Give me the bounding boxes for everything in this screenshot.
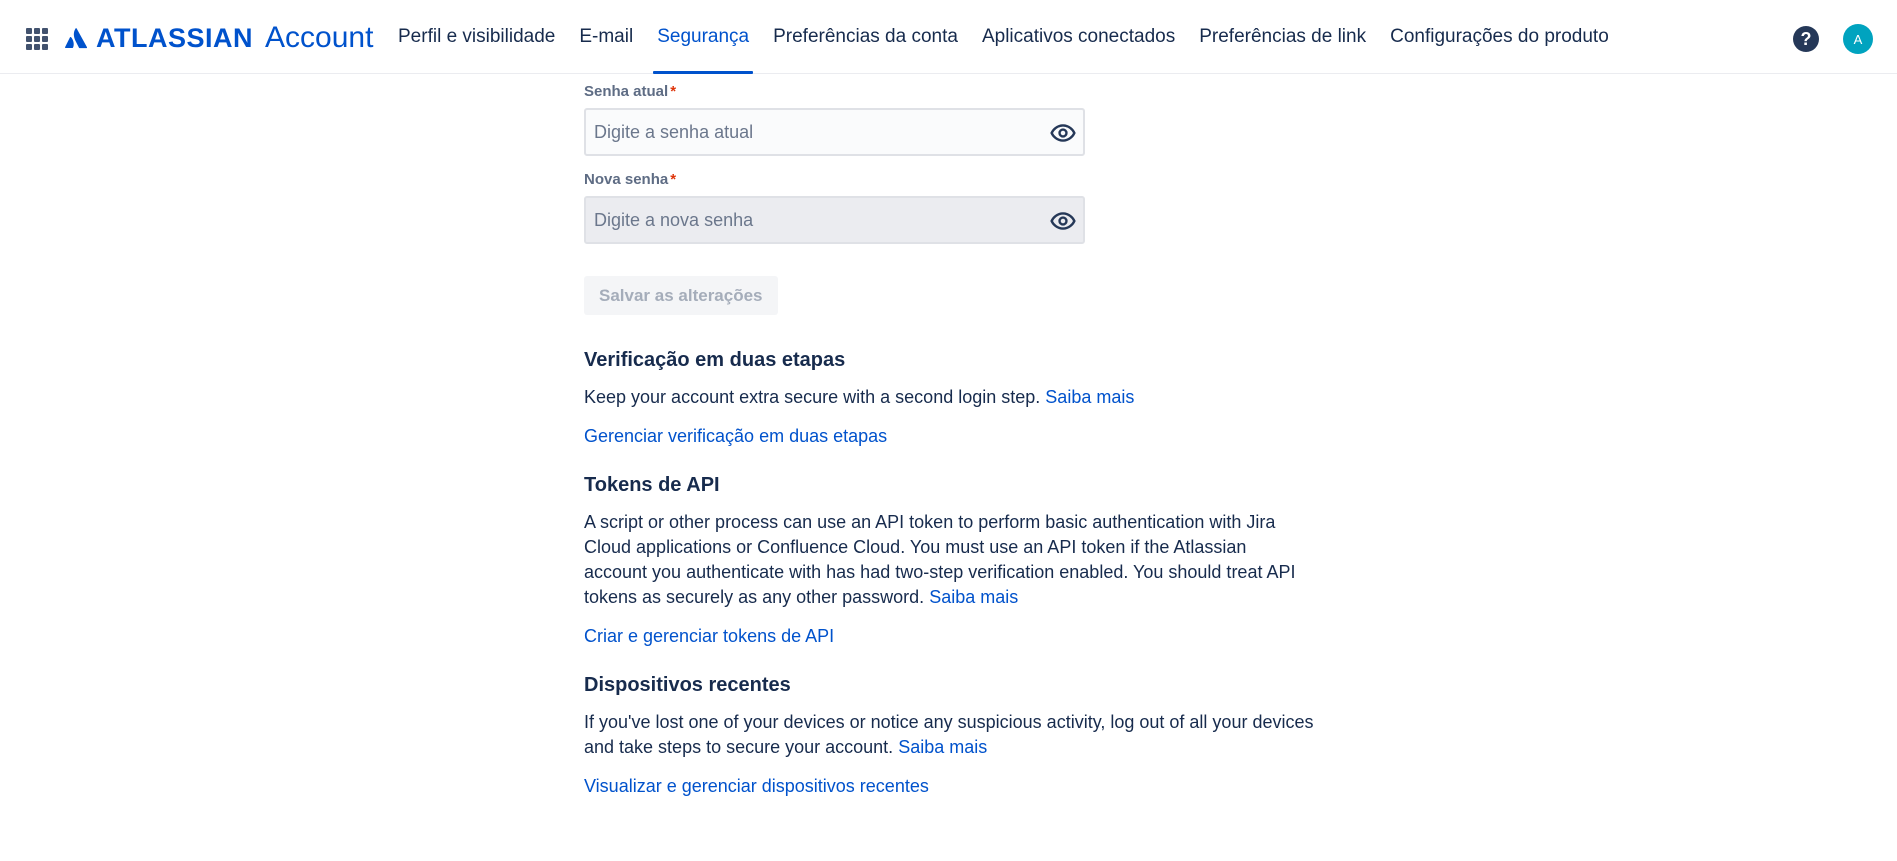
current-password-input[interactable] xyxy=(586,110,1083,154)
manage-api-tokens-link[interactable]: Criar e gerenciar tokens de API xyxy=(584,626,835,646)
eye-icon[interactable] xyxy=(1049,119,1077,147)
security-content xyxy=(584,74,1324,798)
atlassian-account-logo[interactable] xyxy=(64,20,373,56)
avatar[interactable]: A xyxy=(1843,24,1873,54)
tab-product-settings[interactable]: Configurações do produto xyxy=(1390,26,1609,47)
tab-email[interactable]: E-mail xyxy=(579,26,634,47)
account-nav-tabs xyxy=(386,0,1621,74)
recent-devices-section xyxy=(584,672,1324,798)
new-password-group xyxy=(584,170,1324,244)
section-title: Verificação em duas etapas xyxy=(584,349,846,371)
required-asterisk: * xyxy=(670,83,677,100)
tab-profile-visibility[interactable]: Perfil e visibilidade xyxy=(398,26,556,47)
section-description: If you've lost one of your devices or notice any suspicious activity, log out of all your devices and take steps to secure your account. Saiba mais xyxy=(584,712,1314,757)
tab-account-preferences[interactable]: Preferências da conta xyxy=(773,26,958,47)
current-password-group xyxy=(584,82,1324,156)
section-title: Dispositivos recentes xyxy=(584,674,791,696)
current-password-label: Senha atual * xyxy=(584,83,677,100)
manage-two-step-link[interactable]: Gerenciar verificação em duas etapas xyxy=(584,426,888,446)
learn-more-link[interactable]: Saiba mais xyxy=(929,587,1019,607)
new-password-input[interactable] xyxy=(586,198,1083,242)
eye-icon[interactable] xyxy=(1049,207,1077,235)
required-asterisk: * xyxy=(670,171,677,188)
api-tokens-section xyxy=(584,472,1324,648)
app-switcher-grid-icon[interactable] xyxy=(26,28,48,50)
section-description: Keep your account extra secure with a second login step. Saiba mais xyxy=(584,387,1135,407)
current-password-field-wrapper xyxy=(584,108,1085,156)
new-password-label: Nova senha * xyxy=(584,171,677,188)
section-title: Tokens de API xyxy=(584,474,720,496)
tab-connected-apps[interactable]: Aplicativos conectados xyxy=(981,26,1176,47)
logo-wordmark: ATLASSIAN xyxy=(96,22,253,53)
learn-more-link[interactable]: Saiba mais xyxy=(1045,387,1135,407)
top-navigation-bar xyxy=(0,0,1897,74)
manage-recent-devices-link[interactable]: Visualizar e gerenciar dispositivos recentes xyxy=(584,776,929,796)
tab-link-preferences[interactable]: Preferências de link xyxy=(1199,26,1367,47)
new-password-field-wrapper xyxy=(584,196,1085,244)
tab-security[interactable]: Segurança xyxy=(645,0,761,74)
logo-product-name: Account xyxy=(265,21,374,54)
two-step-section xyxy=(584,347,1324,448)
question-circle-icon[interactable]: ? xyxy=(1793,26,1819,52)
section-description: A script or other process can use an API token to perform basic authentication with Jira Cloud applications or Confluence Cloud. You must use an API token if the Atlassian account you authenticate with has had two-step verification enabled. You should treat API tokens as securely as any other password. Saiba mais xyxy=(584,512,1296,607)
learn-more-link[interactable]: Saiba mais xyxy=(898,737,988,757)
atlassian-logo-icon xyxy=(64,26,88,50)
save-changes-button[interactable]: Salvar as alterações xyxy=(584,276,778,315)
